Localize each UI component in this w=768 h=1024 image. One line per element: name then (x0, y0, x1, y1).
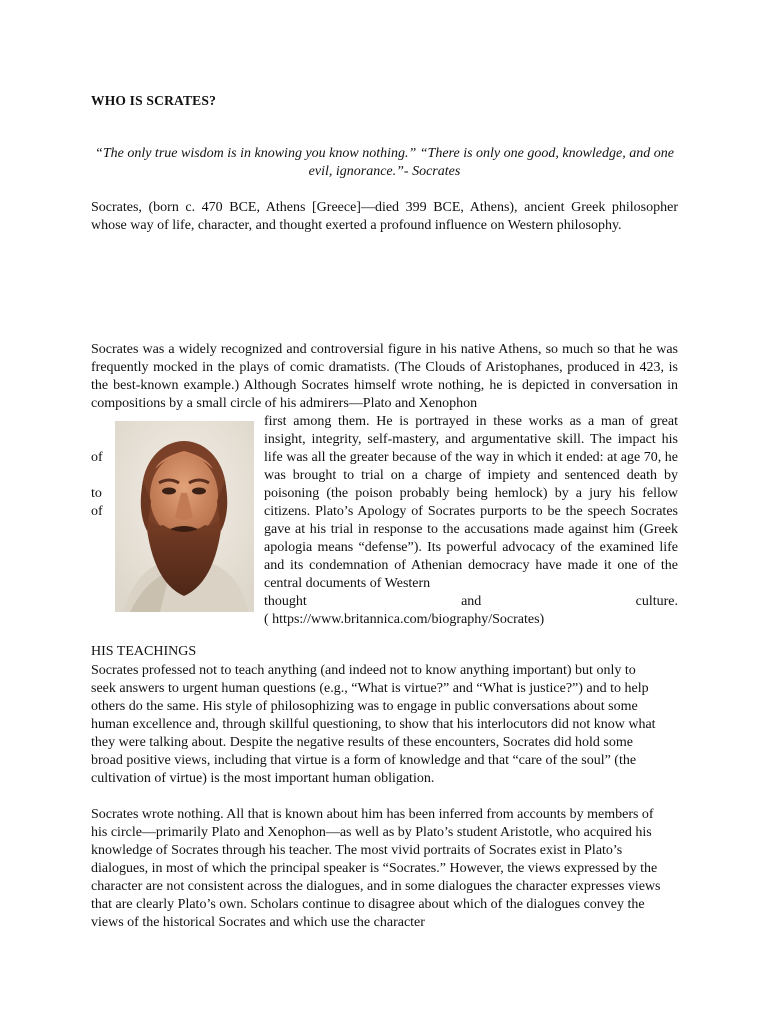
sources-paragraph: Socrates wrote nothing. All that is known about him has been inferred from accounts by members of his circle—primarily Plato and Xenophon—as well as by Plato’s student Aristotle, who acquired his knowledge of Socrates through his teacher. The most vivid portraits of Socrates exist in Plato’s dialogues, in most of which the principal speaker is “Socrates.” However, the views expressed by the character are not consistent across the dialogues, and in some dialogues the character expresses views that are clearly Plato’s own. Scholars continue to disagree about which of the dialogues convey the views of the historical Socrates and which use the character (91, 807, 661, 930)
teachings-paragraph: Socrates professed not to teach anything (and indeed not to know anything important) but only to seek answers to urgent human questions (e.g., “What is virtue?” and “What is justice?”) and to help others do the same. His style of philosophizing was to engage in public conversations about some human excellence and, through skillful questioning, to show that his interlocutors did not know what they were talking about. Despite the negative results of these encounters, Socrates did hold some broad positive views, including that virtue is a form of knowledge and that “care of the soul” (the cultivation of virtue) is the most important human obligation. (91, 663, 656, 786)
wrapped-word-of: of (91, 450, 103, 465)
biography-paragraph-wrapped (264, 413, 678, 611)
page-title: WHO IS SCRATES? (91, 93, 217, 108)
section-heading-teachings: HIS TEACHINGS (91, 644, 197, 659)
source-citation: ( https://www.britannica.com/biography/Socrates) (264, 612, 545, 627)
biography-wrapped-text: first among them. He is portrayed in these works as a man of great insight, integrity, self-mastery, and argumentative skill. The impact his life was all the greater because of the way in which it ended: at age 70, he was brought to trial on a charge of impiety and sentenced death by poisoning (the poison probably being hemlock) by a jury his fellow citizens. Plato’s Apology of Socrates purports to be the speech Socrates gave at his trial in response to the accusations made against him (Greek apologia means “defense”). Its powerful advocacy of the examined life and its condemnation of Athenian democracy have made it one of the central documents of Western (264, 414, 678, 591)
wrapped-word-of-2: of (91, 504, 103, 519)
intro-paragraph: Socrates, (born c. 470 BCE, Athens [Greece]—died 399 BCE, Athens), ancient Greek philosopher whose way of life, character, and thought exerted a profound influence on Western philosophy. (91, 200, 678, 233)
biography-last-line: thought and culture. (264, 594, 678, 609)
wrapped-word-to: to (91, 486, 102, 501)
opening-quote: “The only true wisdom is in knowing you know nothing.” “There is only one good, knowledge, and one evil, ignorance.”- Socrates (95, 146, 674, 179)
biography-paragraph-top: Socrates was a widely recognized and controversial figure in his native Athens, so much so that he was frequently mocked in the plays of comic dramatists. (The Clouds of Aristophanes, produced in 423, is the best-known example.) Although Socrates himself wrote nothing, he is depicted in conversation in compositions by a small circle of his admirers—Plato and Xenophon (91, 342, 678, 411)
socrates-portrait-image (115, 421, 254, 612)
